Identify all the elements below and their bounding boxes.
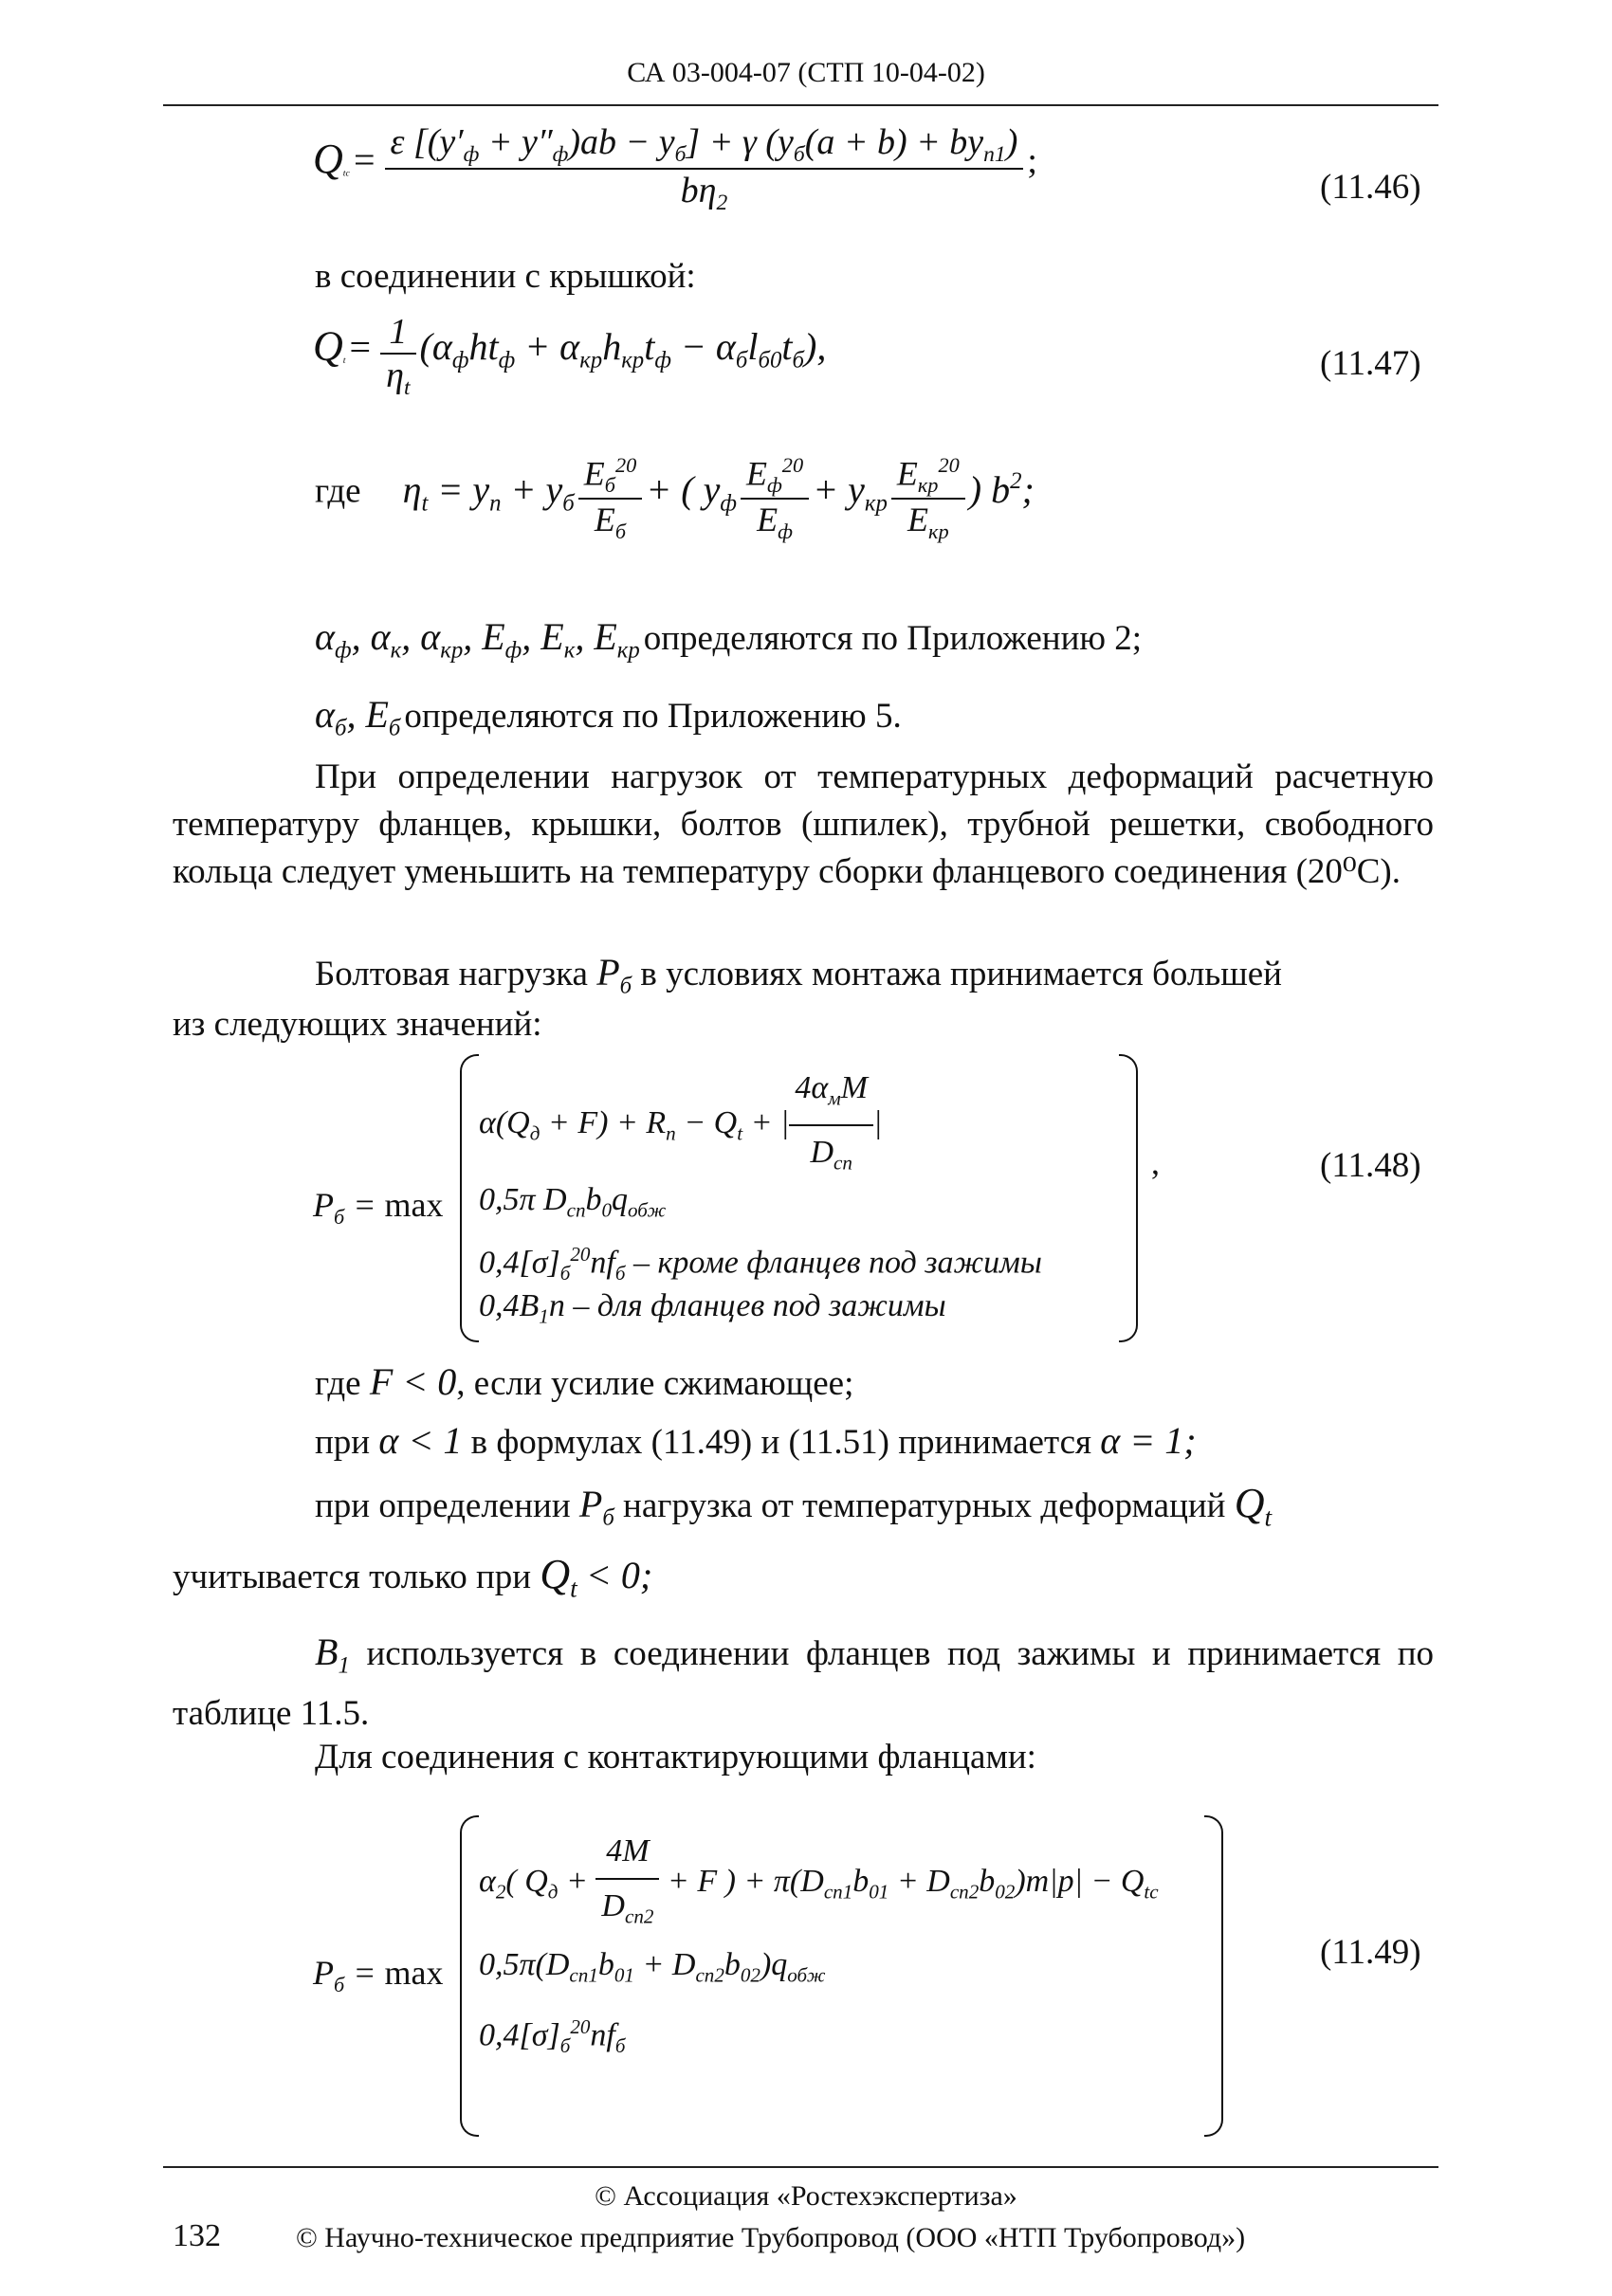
f-condition-text: , если усилие сжимающее; <box>456 1364 854 1403</box>
pb-condition: при определении $P_б$ нагрузка от температурных деформаций $Q_t$ <box>315 1480 1273 1532</box>
case-3: $0,4[\sigma]_б^{20}nf_б$ – кроме фланцев под зажимы <box>479 1243 1042 1285</box>
footer-rule <box>163 2166 1438 2168</box>
pb-text: нагрузка от температурных деформаций <box>623 1486 1226 1525</box>
right-brace <box>1204 1815 1223 2137</box>
alpha-prefix: при <box>315 1423 371 1462</box>
eta-definition: где $\eta_t = y_п + y_б$ $\frac{E_б^{20}}{E_б}$ + ( $y_ф$ $\frac{E_ф^{20}}{E_ф}$ + $y_{кр}$ $\frac{E_{кр}^{20}}{E_{кр}}$ ) $b^2$; <box>315 453 1035 543</box>
where-label: где <box>315 471 361 511</box>
lid-connection-label: в соединении с крышкой: <box>315 257 696 296</box>
right-brace <box>1119 1054 1138 1342</box>
where-label: где <box>315 1364 361 1403</box>
case-4-note: – для фланцев под зажимы <box>573 1288 946 1323</box>
bolt-load-label: Болтовая нагрузка <box>315 955 588 993</box>
bolt-load-line: Болтовая нагрузка $P_б$ в условиях монтажа принимается большей <box>315 951 1282 999</box>
qt-symbol: Q <box>540 1551 571 1597</box>
qt-text: учитывается только при <box>173 1558 532 1596</box>
b1-paragraph: $B_1$ используется в соединении фланцев под зажимы и принимается по таблице 11.5. <box>173 1631 1434 1733</box>
qt-condition: учитывается только при $Q_t < 0$; <box>173 1551 653 1603</box>
f-inequality: F < 0 <box>369 1360 457 1403</box>
footer-company: © Научно-техническое предприятие Трубопровод (ООО «НТП Трубопровод») <box>296 2222 1246 2253</box>
p-b-max-1148: $P_б = \max$ <box>313 1186 444 1229</box>
p-b-max-1149: $P_б = \max$ <box>313 1954 444 1996</box>
equation-number: (11.49) <box>1320 1933 1421 1972</box>
appendix2-text: определяются по Приложению 2; <box>643 619 1143 658</box>
pb-prefix: при определении <box>315 1486 571 1525</box>
footer-association: © Ассоциация «Ростехэкспертиза» <box>595 2180 1017 2212</box>
alpha-condition <box>315 1416 1197 1467</box>
case-1: $\alpha(Q_д + F) + R_п - Q_t$ + | $\frac{4\alpha_мM}{D_{сп}}$ | <box>479 1062 882 1190</box>
case-3-note: – кроме фланцев под зажимы <box>632 1245 1042 1281</box>
left-brace <box>460 1815 479 2137</box>
equation-number: (11.46) <box>1320 168 1421 207</box>
alpha-text: в формулах (11.49) и (11.51) принимается <box>470 1423 1092 1462</box>
appendix5-line: $\alpha_б$, $E_б$ определяются по Приложению 5. <box>315 693 902 741</box>
equation-11-47: $Q_t$ = $\frac{1}{\eta_t}$ $(\alpha_фht_ф + \alpha_{кр}h_{кр}t_ф - \alpha_бl_{б0}t_б)$, <box>313 312 827 401</box>
case-1: $\alpha_2$( $Q_д$ + $\frac{4M}{D_{сп2}}$ + F ) + $\pi(D_{сп1}b_{01} + D_{сп2}b_{02})m|p| - Q_{tc}$ <box>479 1825 1159 1942</box>
case-3: $0,4[\sigma]_б^{20}nf_б$ <box>479 2015 626 2058</box>
equation-number: (11.47) <box>1320 344 1421 383</box>
document-code: СА 03-004-07 (СТП 10-04-02) <box>627 57 985 88</box>
left-brace <box>460 1054 479 1342</box>
bolt-load-tail: из следующих значений: <box>173 1005 542 1044</box>
f-condition <box>315 1358 853 1409</box>
comma: , <box>1151 1143 1160 1181</box>
page-number: 132 <box>173 2218 221 2253</box>
contact-flanges-label: Для соединения с контактирующими фланцами: <box>315 1738 1036 1777</box>
equation-number: (11.48) <box>1320 1146 1421 1185</box>
case-4: $0,4B_1n$ – для фланцев под зажимы <box>479 1288 946 1328</box>
temperature-paragraph: При определении нагрузок от температурных деформаций расчетную температуру фланцев, крышки, болтов (шпилек), трубной решетки, свободного кольца следует уменьшить на температуру сборки фланцевого соединения (20⁰С). <box>173 757 1434 891</box>
appendix2-line: $\alpha_ф$, $\alpha_к$, $\alpha_{кр}$, $E_ф$, $E_к$, $E_{кр}$ определяются по Приложению 2; <box>315 615 1143 664</box>
qt-inequality: < 0; <box>585 1554 653 1596</box>
alpha-value: α = 1; <box>1100 1419 1197 1462</box>
b1-text: используется в соединении фланцев под зажимы и принимается по таблице 11.5. <box>173 1634 1434 1733</box>
equation-11-46: $Q_{tc}$ = $\frac{\varepsilon [(y'_ф + y''_ф)ab - y_б] + \gamma (y_б(a + b) + by_{п1})}{b\eta_2}$ ; <box>313 122 1037 216</box>
case-2: $0,5\pi(D_{сп1}b_{01} + D_{сп2}b_{02})q_{обж}$ <box>479 1947 826 1987</box>
appendix5-text: определяются по Приложению 5. <box>404 697 902 736</box>
case-2: 0,5π $D_{сп}b_0q_{обж}$ <box>479 1182 667 1222</box>
alpha-inequality: α < 1 <box>378 1419 463 1462</box>
bolt-load-cond: в условиях монтажа принимается большей <box>640 955 1282 993</box>
header-rule <box>163 104 1438 106</box>
